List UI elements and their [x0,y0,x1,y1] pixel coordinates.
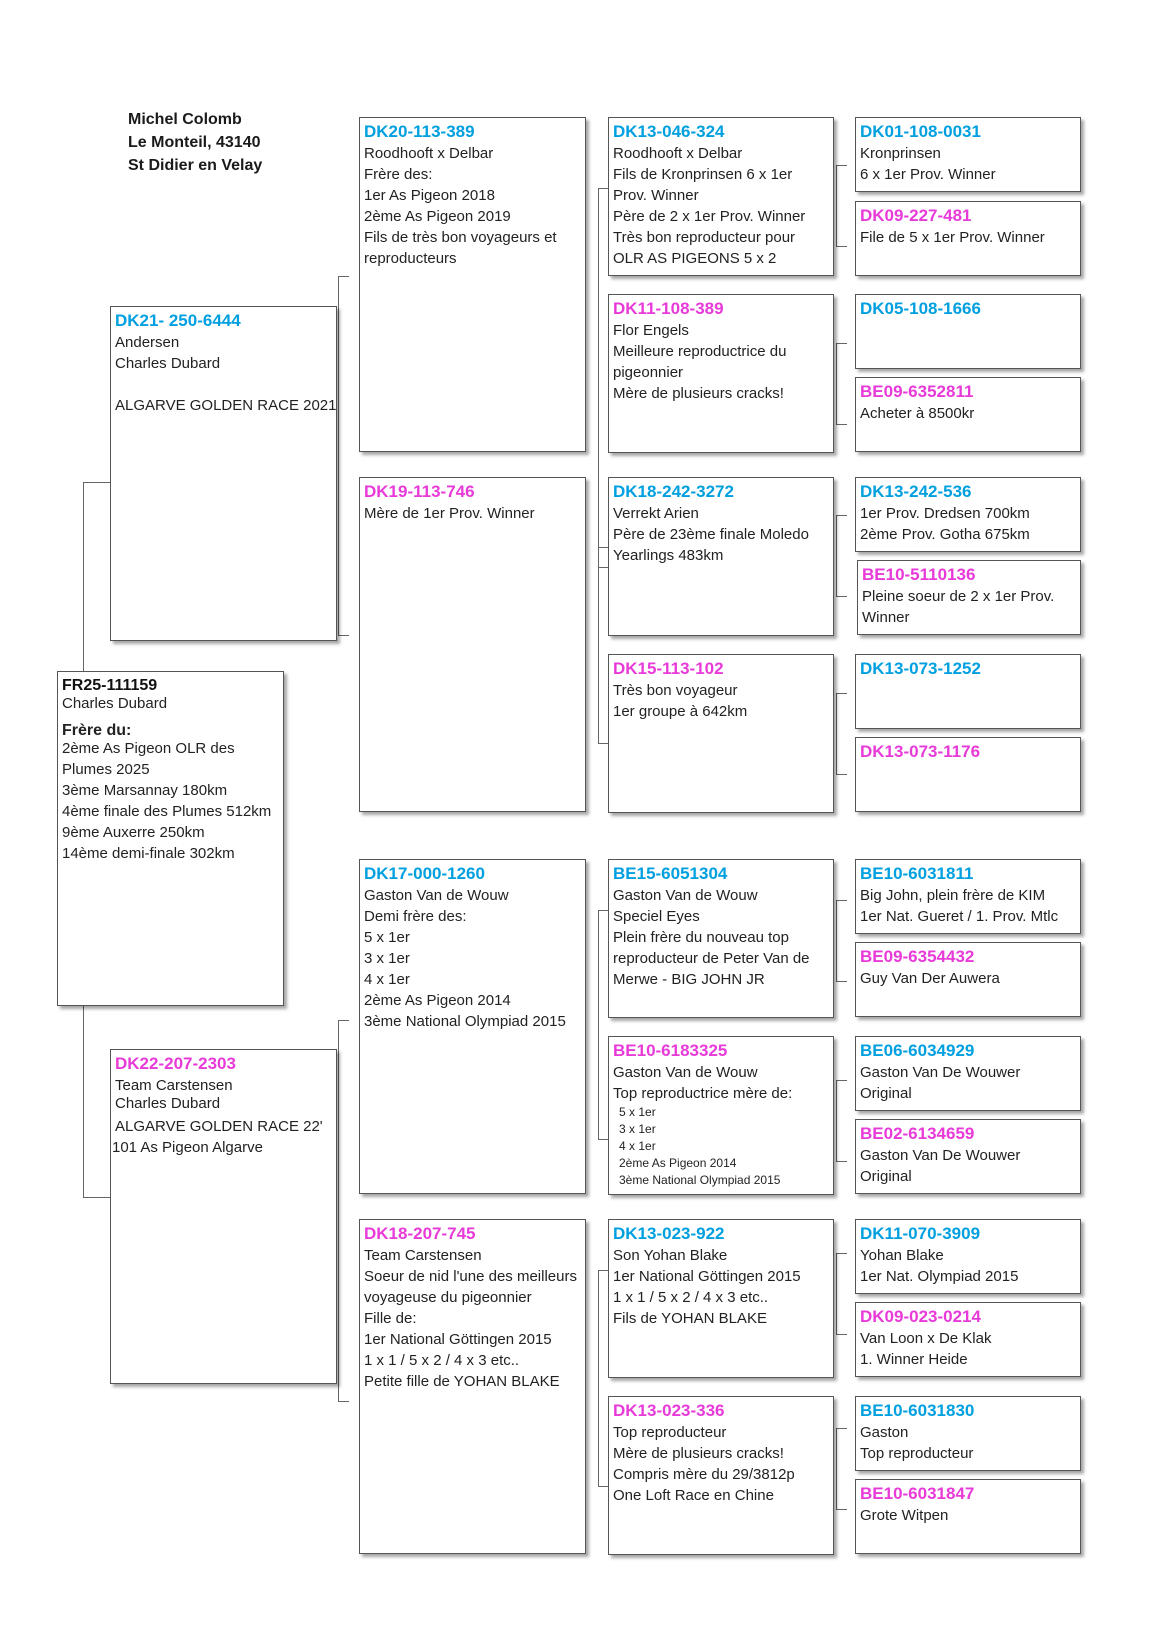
great-grandparent-line: Roodhooft x Delbar [613,145,743,162]
great-grandparent-note: 3ème National Olympiad 2015 [619,1173,781,1187]
connector-ggp6 [836,1080,847,1162]
great-grandparent-line: Fils de Kronprinsen 6 x 1er [613,166,793,183]
gg-grandparent-ring: BE10-6031847 [860,1484,975,1503]
gg-grandparent-card [855,942,1081,1017]
great-grandparent-line: pigeonnier [613,364,684,381]
gg-grandparent-card [855,1302,1081,1377]
connector-ggp3 [836,515,847,597]
grandparent-card [359,117,586,452]
gg-grandparent-line: Yohan Blake [860,1247,944,1264]
great-grandparent-ring: BE15-6051304 [613,864,728,883]
gg-grandparent-line: Original [860,1085,912,1102]
great-grandparent-line: Son Yohan Blake [613,1247,728,1264]
great-grandparent-line: Très bon voyageur [613,682,738,699]
gg-grandparent-line: Gaston Van De Wouwer [860,1147,1021,1164]
gg-grandparent-ring: BE10-5110136 [862,565,976,584]
great-grandparent-line: Meilleure reproductrice du [613,343,787,360]
gg-grandparent-card [855,654,1081,729]
great-grandparent-line: Compris mère du 29/3812p [613,1466,795,1483]
gg-grandparent-line: 6 x 1er Prov. Winner [860,166,996,183]
connector-ggp4 [836,693,847,775]
gg-grandparent-ring: DK09-023-0214 [860,1307,981,1326]
grandparent-line: 2ème As Pigeon 2019 [364,208,511,225]
gg-grandparent-line: Top reproducteur [860,1445,974,1462]
subject-card [57,671,284,1006]
grandparent-line: 4 x 1er [364,971,410,988]
great-grandparent-note: 5 x 1er [619,1105,656,1119]
sire-line [115,374,332,395]
great-grandparent-line: Top reproductrice mère de: [613,1085,793,1102]
great-grandparent-line: Yearlings 483km [613,547,724,564]
gg-grandparent-card [857,560,1081,635]
grandparent-ring: DK17-000-1260 [364,864,485,883]
gg-grandparent-ring: DK13-073-1176 [860,742,981,761]
sire-line: ALGARVE GOLDEN RACE 2021 [115,397,337,414]
connector-ggp5 [836,900,847,982]
great-grandparent-line: Fils de YOHAN BLAKE [613,1310,767,1327]
grandparent-line: Roodhooft x Delbar [364,145,494,162]
great-grandparent-line: One Loft Race en Chine [613,1487,774,1504]
sire-line: Andersen [115,334,180,351]
gg-grandparent-ring: BE06-6034929 [860,1041,975,1060]
grandparent-ring: DK20-113-389 [364,122,475,141]
gg-grandparent-line: Acheter à 8500kr [860,405,975,422]
great-grandparent-line: Gaston Van de Wouw [613,887,758,904]
gg-grandparent-line: 1. Winner Heide [860,1351,968,1368]
gg-grandparent-ring: BE09-6354432 [860,947,975,966]
gg-grandparent-line: Van Loon x De Klak [860,1330,992,1347]
great-grandparent-card [608,1036,834,1195]
great-grandparent-card [608,1219,834,1378]
owner-name: Michel Colomb [128,111,242,128]
great-grandparent-line: Gaston Van de Wouw [613,1064,758,1081]
gg-grandparent-card [855,294,1081,369]
subject-line: 3ème Marsannay 180km [62,782,228,799]
subject-line: 14ème demi-finale 302km [62,845,235,862]
gg-grandparent-ring: BE10-6031830 [860,1401,975,1420]
grandparent-line: 1er As Pigeon 2018 [364,187,495,204]
grandparent-line: Gaston Van de Wouw [364,887,509,904]
dam-line: 101 As Pigeon Algarve [112,1139,263,1156]
gg-grandparent-line: Gaston Van De Wouwer [860,1064,1021,1081]
gg-grandparent-line: Guy Van Der Auwera [860,970,1000,987]
grandparent-line: Fils de très bon voyageurs et [364,229,557,246]
grandparent-card [359,477,586,812]
great-grandparent-card [608,1396,834,1555]
gg-grandparent-ring: DK01-108-0031 [860,122,981,141]
subject-line: 9ème Auxerre 250km [62,824,205,841]
grandparent-line: Team Carstensen [364,1247,482,1264]
gg-grandparent-ring: BE10-6031811 [860,864,974,883]
great-grandparent-line: Prov. Winner [613,187,699,204]
gg-grandparent-ring: BE02-6134659 [860,1124,975,1143]
gg-grandparent-ring: DK13-242-536 [860,482,972,501]
gg-grandparent-line: Kronprinsen [860,145,941,162]
grandparent-line: voyageuse du pigeonnier [364,1289,532,1306]
great-grandparent-ring: DK15-113-102 [613,659,724,678]
gg-grandparent-line: Grote Witpen [860,1507,949,1524]
connector-ggp7 [836,1253,847,1335]
great-grandparent-ring: BE10-6183325 [613,1041,728,1060]
gg-grandparent-line: 2ème Prov. Gotha 675km [860,526,1030,543]
great-grandparent-line: Père de 23ème finale Moledo [613,526,809,543]
subject-line: 4ème finale des Plumes 512km [62,803,272,820]
gg-grandparent-card [855,117,1081,192]
grandparent-line: 1er National Göttingen 2015 [364,1331,552,1348]
gg-grandparent-card [855,737,1081,812]
grandparent-line: reproducteurs [364,250,457,267]
great-grandparent-card [608,294,834,453]
gg-grandparent-line: 1er Nat. Gueret / 1. Prov. Mtlc [860,908,1059,925]
great-grandparent-line: Père de 2 x 1er Prov. Winner [613,208,806,225]
gg-grandparent-ring: DK13-073-1252 [860,659,981,678]
great-grandparent-line: Speciel Eyes [613,908,700,925]
connector-dam [338,1020,349,1402]
great-grandparent-line: Verrekt Arien [613,505,699,522]
connector-ggp8 [836,1428,847,1510]
dam-ring: DK22-207-2303 [115,1054,236,1073]
gg-grandparent-line: Winner [862,609,910,626]
dam-card [110,1049,337,1384]
gg-grandparent-line: 1er Prov. Dredsen 700km [860,505,1030,522]
connector-sire [338,276,349,636]
great-grandparent-line: Plein frère du nouveau top [613,929,789,946]
grandparent-line: 2ème As Pigeon 2014 [364,992,511,1009]
grandparent-ring: DK18-207-745 [364,1224,476,1243]
great-grandparent-card [608,117,834,276]
owner-address-line2: St Didier en Velay [128,157,263,174]
gg-grandparent-card [855,859,1081,934]
great-grandparent-line: 1 x 1 / 5 x 2 / 4 x 3 etc.. [613,1289,769,1306]
grandparent-line: Mère de 1er Prov. Winner [364,505,535,522]
great-grandparent-note: 2ème As Pigeon 2014 [619,1156,737,1170]
gg-grandparent-ring: DK09-227-481 [860,206,972,225]
gg-grandparent-ring: DK05-108-1666 [860,299,981,318]
gg-grandparent-card [855,201,1081,276]
subject-line: Plumes 2025 [62,761,150,778]
gg-grandparent-ring: BE09-6352811 [860,382,974,401]
great-grandparent-line: Flor Engels [613,322,689,339]
great-grandparent-ring: DK13-046-324 [613,122,725,141]
grandparent-line: Petite fille de YOHAN BLAKE [364,1373,560,1390]
great-grandparent-note: 4 x 1er [619,1139,656,1153]
subject-ring: FR25-111159 [62,677,158,694]
gg-grandparent-card [855,1396,1081,1471]
dam-line: ALGARVE GOLDEN RACE 22' [115,1118,323,1135]
gg-grandparent-line: Gaston [860,1424,909,1441]
grandparent-line: Fille de: [364,1310,417,1327]
gg-grandparent-card [855,377,1081,452]
gg-grandparent-line: 1er Nat. Olympiad 2015 [860,1268,1019,1285]
grandparent-line: Frère des: [364,166,433,183]
great-grandparent-card [608,477,834,636]
great-grandparent-line: 1er groupe à 642km [613,703,748,720]
great-grandparent-ring: DK18-242-3272 [613,482,734,501]
gg-grandparent-card [855,1479,1081,1554]
dam-line: Charles Dubard [115,1095,221,1112]
grandparent-line: Soeur de nid l'une des meilleurs [364,1268,577,1285]
subject-breeder: Charles Dubard [62,695,168,712]
subject-heading: Frère du: [62,722,132,739]
sire-line: Charles Dubard [115,355,221,372]
great-grandparent-line: reproducteur de Peter Van de [613,950,810,967]
great-grandparent-line: 1er National Göttingen 2015 [613,1268,801,1285]
great-grandparent-line: Mère de plusieurs cracks! [613,1445,784,1462]
grandparent-line: 1 x 1 / 5 x 2 / 4 x 3 etc.. [364,1352,520,1369]
gg-grandparent-card [855,1036,1081,1111]
great-grandparent-line: Top reproducteur [613,1424,727,1441]
great-grandparent-line: Mère de plusieurs cracks! [613,385,784,402]
dam-line: Team Carstensen [115,1077,233,1094]
gg-grandparent-line: Big John, plein frère de KIM [860,887,1046,904]
great-grandparent-line: OLR AS PIGEONS 5 x 2 [613,250,777,267]
great-grandparent-card [608,654,834,813]
great-grandparent-line: Merwe - BIG JOHN JR [613,971,765,988]
grandparent-line: Demi frère des: [364,908,467,925]
great-grandparent-line: Très bon reproducteur pour [613,229,796,246]
grandparent-ring: DK19-113-746 [364,482,475,501]
great-grandparent-card [608,859,834,1018]
owner-block [128,108,262,177]
subject-line: 2ème As Pigeon OLR des [62,740,235,757]
grandparent-line: 3 x 1er [364,950,410,967]
great-grandparent-ring: DK13-023-336 [613,1401,725,1420]
grandparent-line: 5 x 1er [364,929,410,946]
gg-grandparent-card [855,477,1081,552]
grandparent-card [359,859,586,1194]
gg-grandparent-card [855,1219,1081,1294]
connector-ggp1 [836,165,847,247]
grandparent-line: 3ème National Olympiad 2015 [364,1013,566,1030]
gg-grandparent-line: Original [860,1168,912,1185]
gg-grandparent-line: Pleine soeur de 2 x 1er Prov. [862,588,1055,605]
great-grandparent-ring: DK11-108-389 [613,299,724,318]
sire-ring: DK21- 250-6444 [115,311,241,330]
connector-ggp2 [836,343,847,425]
owner-address-line1: Le Monteil, 43140 [128,134,261,151]
gg-grandparent-line: File de 5 x 1er Prov. Winner [860,229,1045,246]
great-grandparent-ring: DK13-023-922 [613,1224,725,1243]
gg-grandparent-card [855,1119,1081,1194]
great-grandparent-note: 3 x 1er [619,1122,656,1136]
sire-card [110,306,337,641]
grandparent-card [359,1219,586,1554]
gg-grandparent-ring: DK11-070-3909 [860,1224,981,1243]
